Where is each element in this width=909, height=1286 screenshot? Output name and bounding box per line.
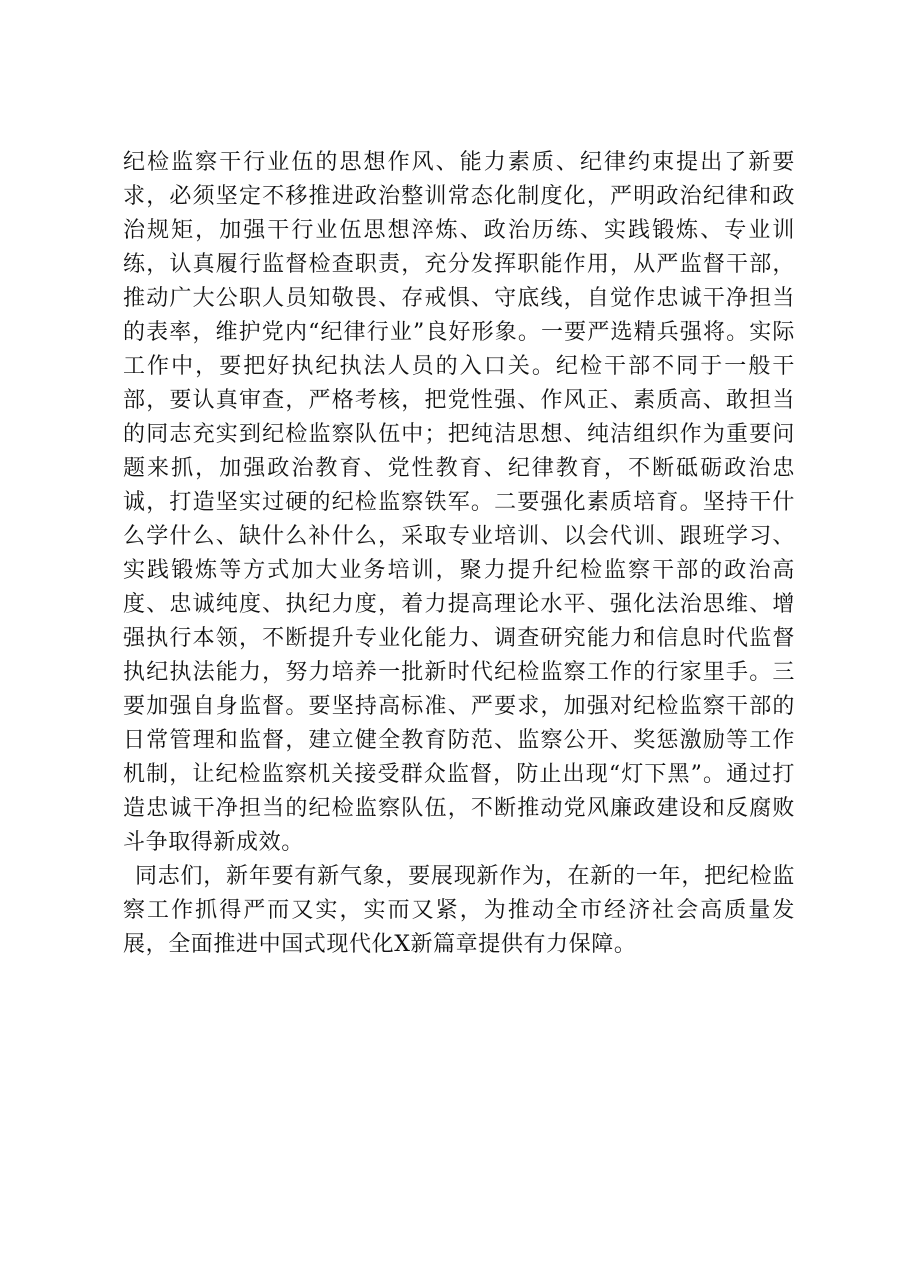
- body-text: [123, 146, 795, 962]
- paragraph-1: 纪检监察干行业伍的思想作风、能力素质、纪律约束提出了新要求，必须坚定不移推进政治整训常态化制度化，严明政治纪律和政治规矩，加强干行业伍思想淬炼、政治历练、实践锻炼、专业训练，认真履行监督检查职责，充分发挥职能作用，从严监督干部，推动广大公职人员知敬畏、存戒惧、守底线，自觉作忠诚干净担当的表率，维护党内“纪律行业”良好形象。一要严选精兵强将。实际工作中，要把好执纪执法人员的入口关。纪检干部不同于一般干部，要认真审查，严格考核，把党性强、作风正、素质高、敢担当的同志充实到纪检监察队伍中；把纯洁思想、纯洁组织作为重要问题来抓，加强政治教育、党性教育、纪律教育，不断砥砺政治忠诚，打造坚实过硬的纪检监察铁军。二要强化素质培育。坚持干什么学什么、缺什么补什么，采取专业培训、以会代训、跟班学习、实践锻炼等方式加大业务培训，聚力提升纪检监察干部的政治高度、忠诚纯度、执纪力度，着力提高理论水平、强化法治思维、增强执行本领，不断提升专业化能力、调查研究能力和信息时代监督执纪执法能力，努力培养一批新时代纪检监察工作的行家里手。三要加强自身监督。要坚持高标准、严要求，加强对纪检监察干部的日常管理和监督，建立健全教育防范、监察公开、奖惩激励等工作机制，让纪检监察机关接受群众监督，防止出现“灯下黑”。通过打造忠诚干净担当的纪检监察队伍，不断推动党风廉政建设和反腐败斗争取得新成效。: [123, 150, 795, 855]
- paragraph-2: 同志们，新年要有新气象，要展现新作为，在新的一年，把纪检监察工作抓得严而又实，实而又紧，为推动全市经济社会高质量发展，全面推进中国式现代化X新篇章提供有力保障。: [123, 864, 795, 957]
